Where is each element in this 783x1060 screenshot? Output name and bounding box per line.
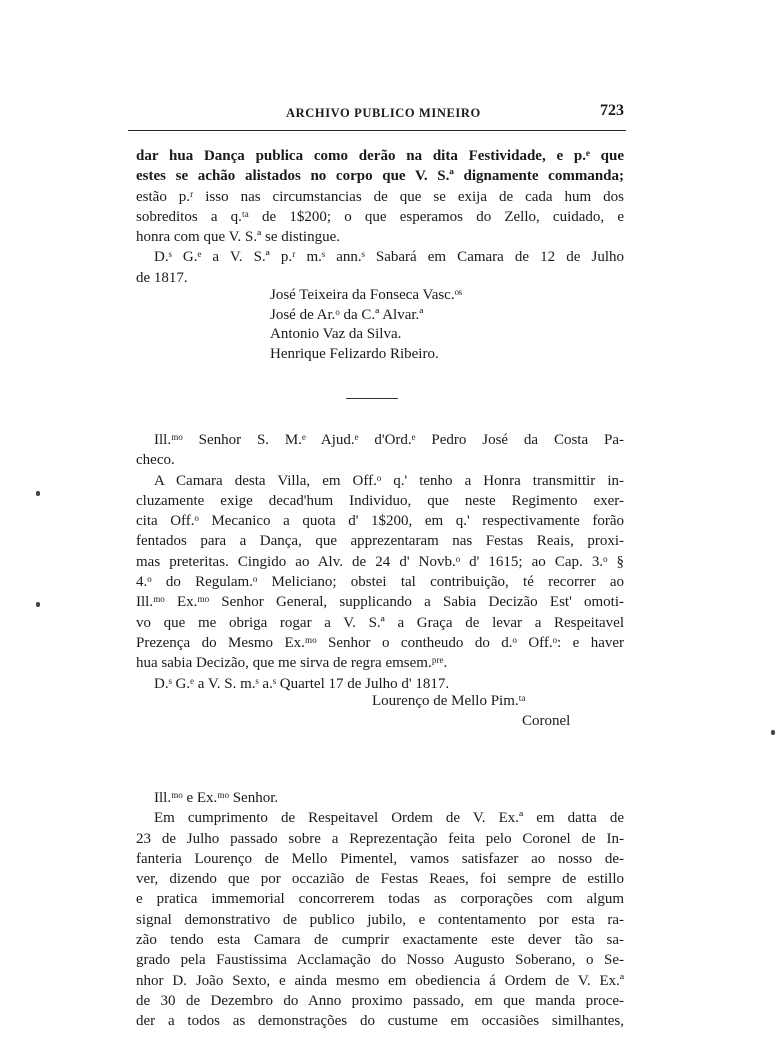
text-line: dar hua Dança publica como derão na dita Festividade, e p.ᵉ que — [136, 148, 624, 164]
text-line: Em cumprimento de Respeitavel Ordem de V. Ex.ª em datta de — [154, 810, 624, 827]
text-line: honra com que V. S.ª se distingue. — [136, 229, 340, 246]
text-line: 23 de Julho passado sobre a Reprezentação feita pelo Coronel de In- — [136, 830, 624, 847]
letter-1-body — [136, 146, 624, 288]
text-line: fentados para a Dança, que apprezentaram nas Festas Reais, proxi- — [136, 533, 624, 550]
text-line: D.ˢ G.ᵉ a V. S.ª p.ʳ m.ˢ ann.ˢ Sabará em Camara de 12 de Julho — [154, 249, 624, 266]
text-line: D.ˢ G.ᵉ a V. S. m.ˢ a.ˢ Quartel 17 de Julho d' 1817. — [154, 675, 450, 692]
letter-2-body — [136, 430, 624, 694]
signatory-name: Lourenço de Mello Pim.ᵗᵃ — [372, 693, 526, 709]
text-line: Ill.ᵐᵒ Senhor S. M.ᵉ Ajud.ᵉ d'Ord.ᵉ Pedro José da Costa Pa- — [154, 432, 624, 448]
text-line: mas preteritas. Cingido ao Alv. de 24 d' Novb.ᵒ d' 1615; ao Cap. 3.ᵒ § — [136, 553, 624, 570]
text-line: der a todos as demonstrações do custume em occasiões similhantes, — [136, 1013, 624, 1030]
running-header — [128, 100, 626, 131]
text-line: grado pela Faustissima Acclamação do Nosso Augusto Soberano, o Se- — [136, 952, 624, 969]
margin-mark — [36, 491, 40, 496]
text-line: zão tendo esta Camara de cumprir exactamente este dever tão sa- — [136, 932, 624, 949]
page-number: 723 — [600, 102, 624, 119]
text-line: hua sabia Decizão, que me sirva de regra emsem.ᵖʳᵉ. — [136, 655, 448, 672]
text-line: ver, dizendo que por occazião de Festas Reaes, foi sempre de estillo — [136, 871, 624, 888]
text-line: checo. — [136, 452, 175, 469]
signatory-name: Antonio Vaz da Silva. — [270, 326, 402, 342]
letter-3-body — [136, 788, 624, 1032]
text-line: 4.ᵒ do Regulam.ᵒ Meliciano; obstei tal contribuição, té recorrer ao — [136, 574, 624, 591]
text-line: nhor D. João Sexto, e ainda mesmo em obediencia á Ordem de V. Ex.ª — [136, 972, 624, 989]
text-line: cluzamente exige decad'hum Individuo, que neste Regimento exer- — [136, 492, 624, 509]
section-divider — [346, 398, 398, 399]
signatory-name: Henrique Felizardo Ribeiro. — [270, 345, 439, 362]
text-line: estão p.ʳ isso nas circumstancias de que se exija de cada hum dos — [136, 188, 624, 205]
signatories-1 — [270, 286, 462, 364]
signatory-name: José de Ar.ᵒ da C.ª Alvar.ª — [270, 306, 424, 323]
text-line: cita Off.ᵒ Mecanico a quota d' 1$200, em q.' respectivamente forão — [136, 513, 624, 530]
text-line: de 30 de Dezembro do Anno proximo passado, em que manda proce- — [136, 992, 624, 1009]
signatory-2 — [372, 692, 570, 731]
text-line: estes se achão alistados no corpo que V. S.ª dignamente commanda; — [136, 168, 624, 185]
margin-mark — [36, 602, 40, 607]
margin-mark — [771, 730, 775, 735]
running-title: ARCHIVO PUBLICO MINEIRO — [286, 106, 481, 120]
text-line: Prezença do Mesmo Ex.ᵐᵒ Senhor o contheudo do d.ᵒ Off.ᵒ: e haver — [136, 634, 624, 651]
text-line: de 1817. — [136, 269, 188, 286]
text-line: signal demonstrativo de publico jubilo, e contentamento por esta ra- — [136, 911, 624, 928]
text-line: vo que me obriga rogar a V. S.ª a Graça de levar a Respeitavel — [136, 614, 624, 631]
text-line: A Camara desta Villa, em Off.ᵒ q.' tenho a Honra transmittir in- — [154, 472, 624, 489]
text-line: sobreditos a q.ᵗᵃ de 1$200; o que esperamos do Zello, cuidado, e — [136, 208, 624, 225]
text-line: fanteria Lourenço de Mello Pimentel, vamos satisfazer ao nosso de- — [136, 850, 624, 867]
text-line: Ill.ᵐᵒ e Ex.ᵐᵒ Senhor. — [154, 790, 279, 806]
signatory-name: José Teixeira da Fonseca Vasc.ᵒˢ — [270, 287, 463, 303]
signatory-rank: Coronel — [522, 712, 571, 729]
text-line: e pratica immemorial concorrerem todas as corporações com algum — [136, 891, 624, 908]
text-line: Ill.ᵐᵒ Ex.ᵐᵒ Senhor General, supplicando a Sabia Decizão Est' omoti- — [136, 594, 624, 611]
